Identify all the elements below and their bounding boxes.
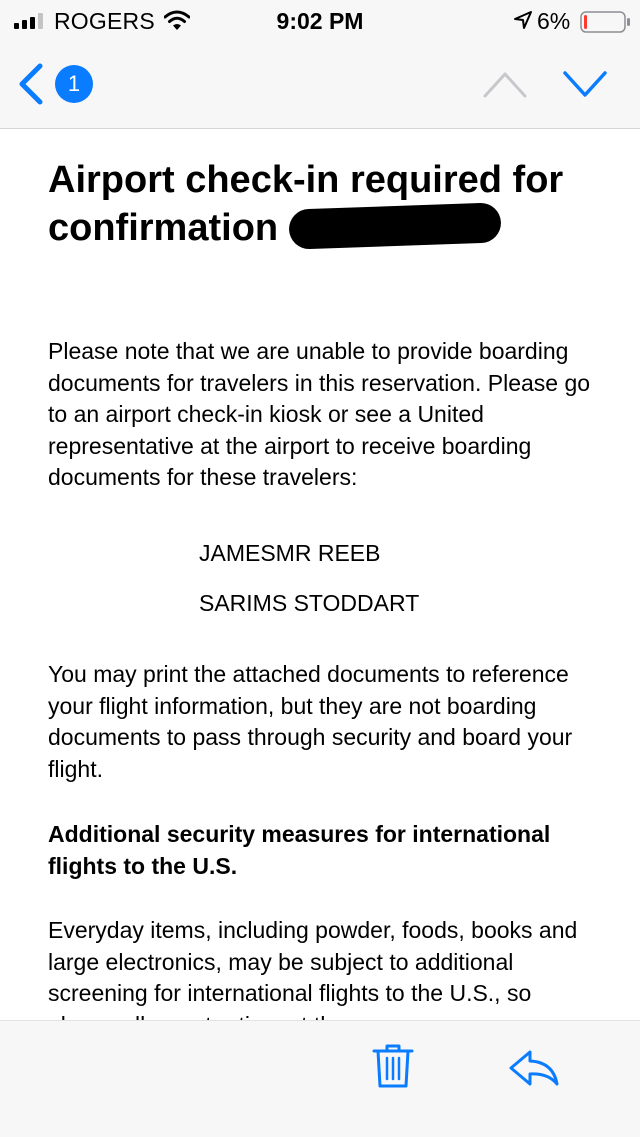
trash-icon[interactable] <box>372 1043 414 1089</box>
next-message-chevron-down-icon[interactable] <box>562 68 608 100</box>
bottom-toolbar <box>0 1020 640 1137</box>
notice-paragraph: Please note that we are unable to provide boarding documents for travelers in this reservation. Please go to an airport check-in kiosk or see a United representative at the airport to receive boarding documents for these travelers: <box>48 338 591 490</box>
traveler-name: JAMESMR REEB <box>199 540 381 566</box>
clock: 9:02 PM <box>276 8 364 34</box>
print-documents-paragraph: You may print the attached documents to reference your flight information, but they are not boarding documents to pass through security and board your flight. <box>48 661 573 782</box>
status-bar <box>0 0 640 40</box>
location-arrow-icon <box>513 10 533 30</box>
security-measures-heading: Additional security measures for international flights to the U.S. <box>48 821 551 879</box>
screening-paragraph: Everyday items, including powder, foods, books and large electronics, may be subject to additional screening for international flights to the U.S., so <box>48 917 578 1006</box>
battery-icon <box>580 11 632 33</box>
traveler-name: SARIMS STODDART <box>199 590 420 616</box>
unread-count-badge[interactable]: 1 <box>55 65 93 103</box>
email-subject <box>48 156 608 252</box>
mail-navigation-bar <box>0 40 640 129</box>
previous-message-chevron-up-icon[interactable] <box>482 68 528 100</box>
redacted-confirmation-number <box>288 202 501 249</box>
battery-level-fill <box>584 15 587 29</box>
reply-arrow-icon[interactable] <box>508 1049 560 1087</box>
subject-text: Airport check-in required for confirmation <box>48 159 564 249</box>
carrier-name: ROGERS <box>54 8 155 34</box>
battery-percent: 6% <box>537 8 571 34</box>
back-chevron-icon[interactable] <box>16 63 46 105</box>
